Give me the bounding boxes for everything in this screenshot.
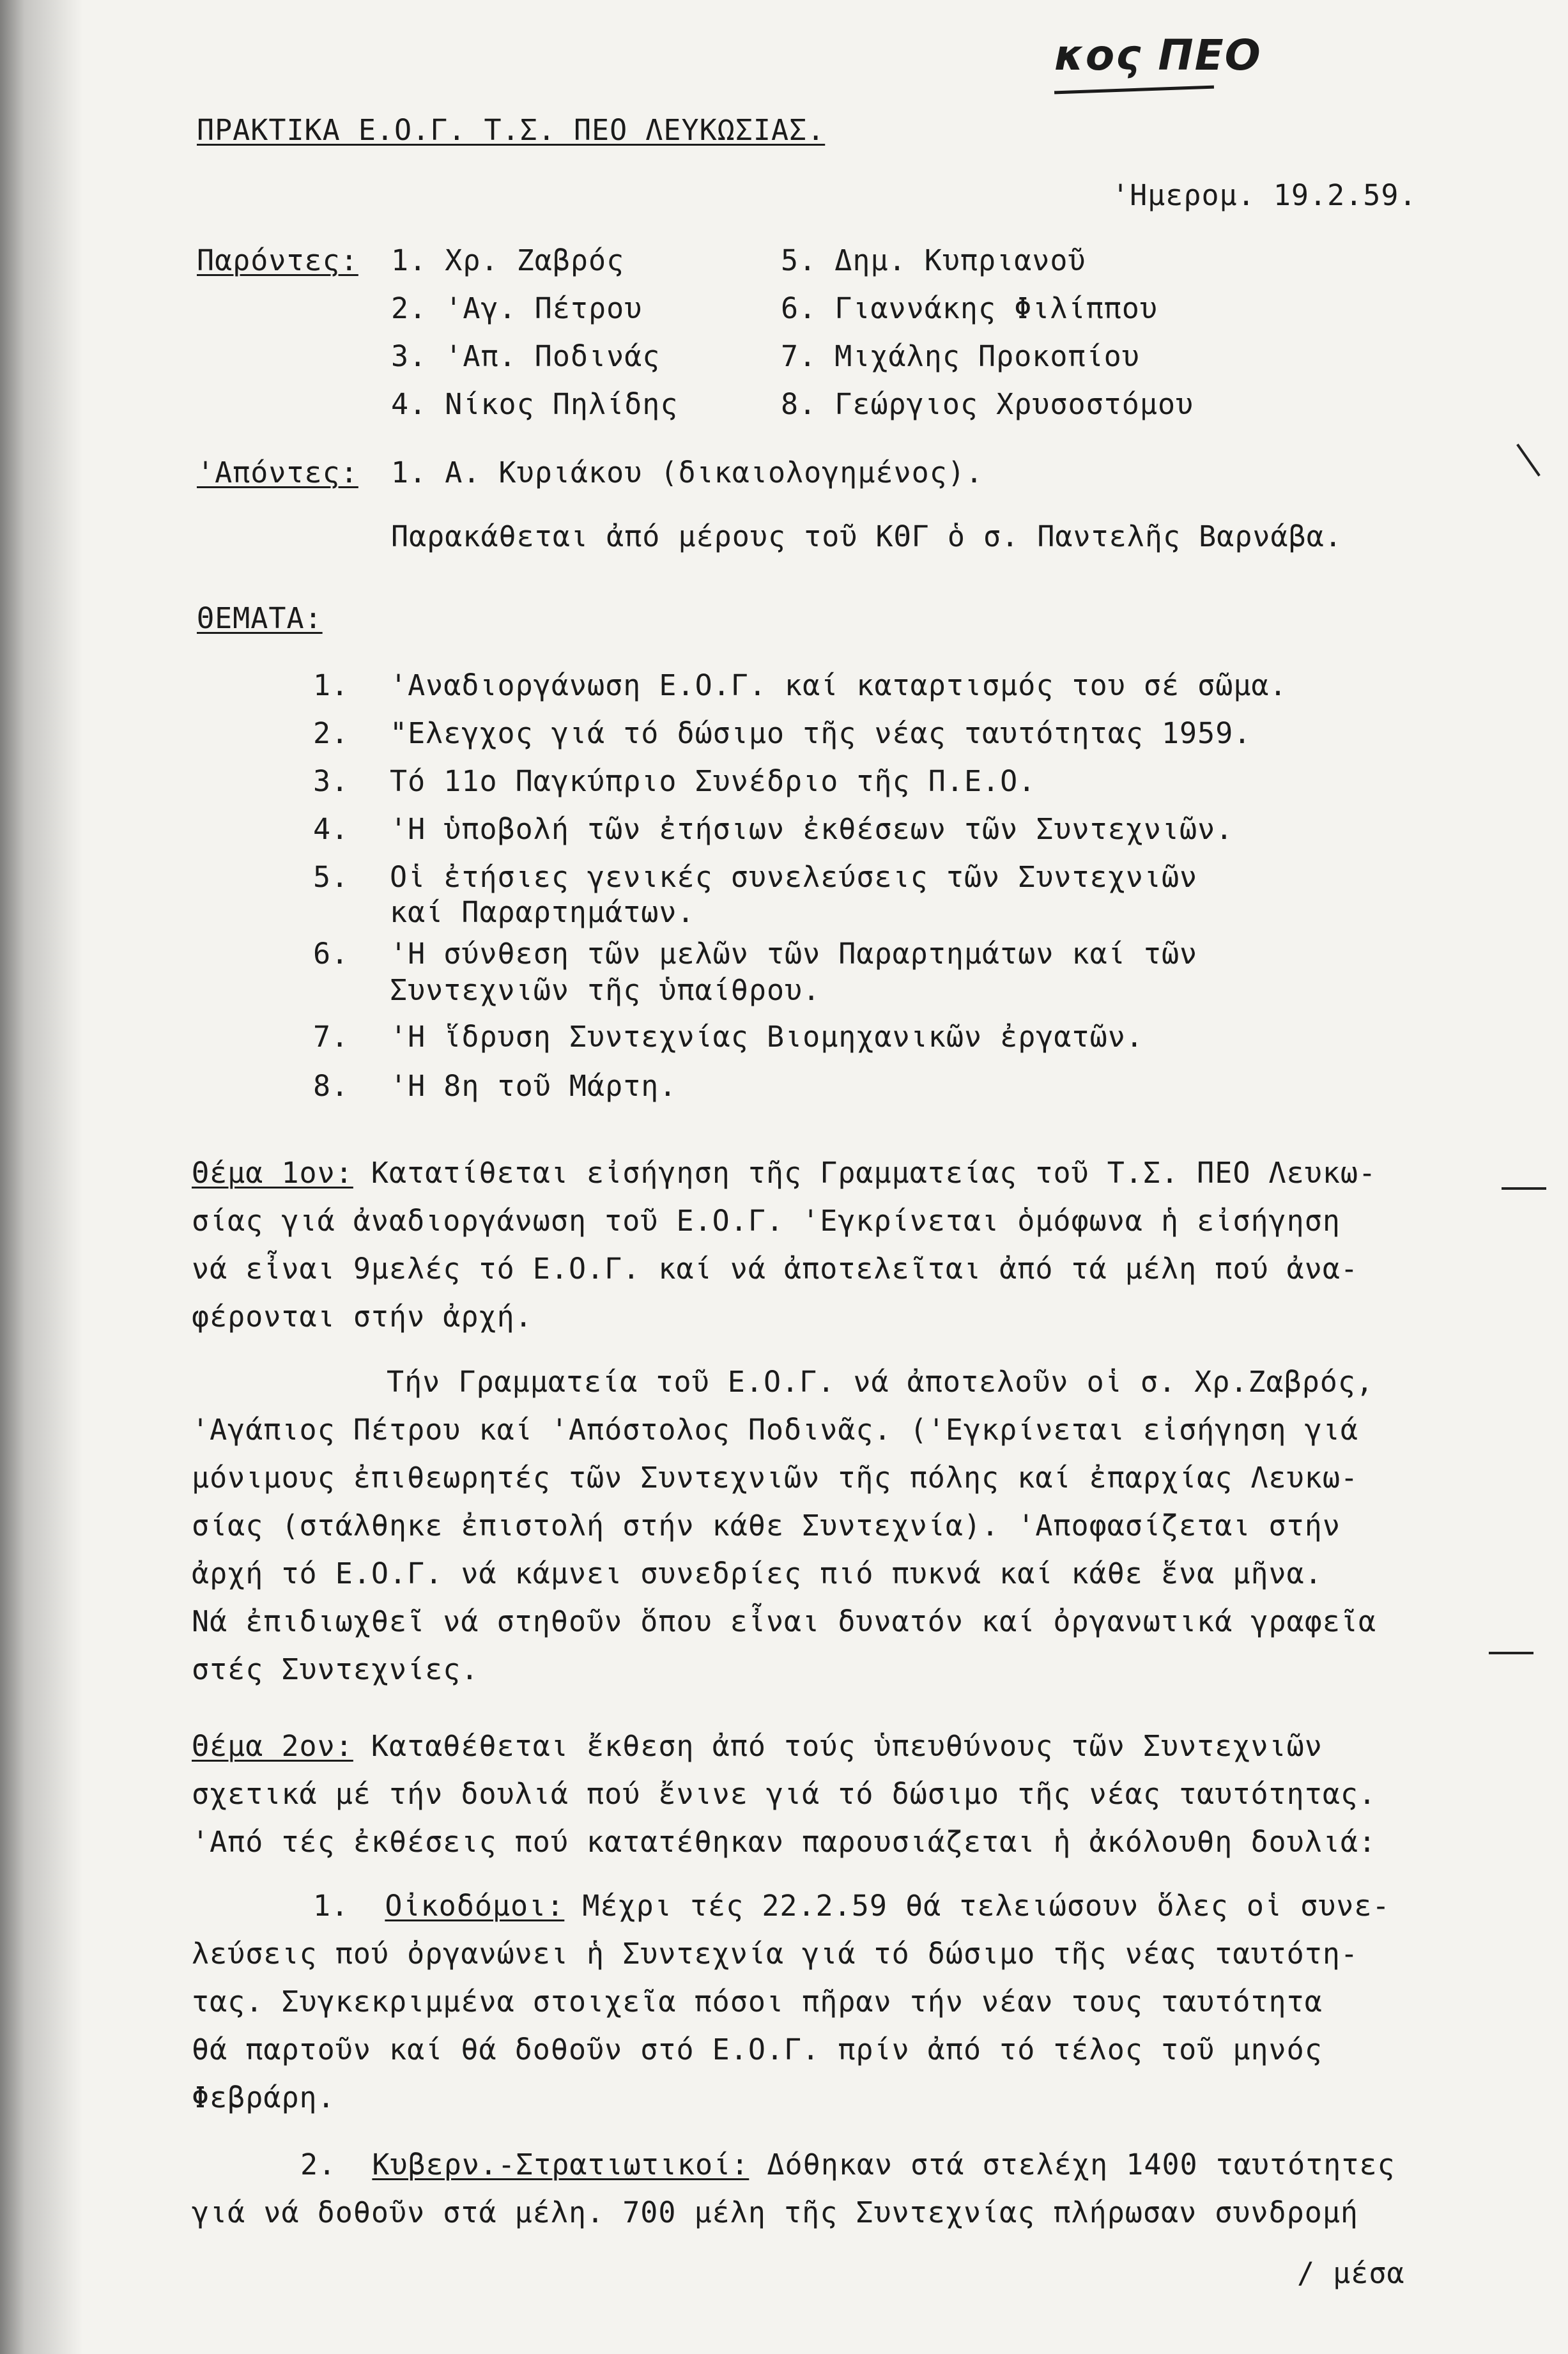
topic-text: "Ελεγχος γιά τό δώσιμο τῆς νέας ταυτότητας 1959. bbox=[390, 716, 1252, 750]
present-member: 2. 'Αγ. Πέτρου bbox=[391, 291, 643, 325]
theme1-para2-line: στές Συντεχνίες. bbox=[192, 1652, 479, 1686]
topic-number: 7. bbox=[313, 1020, 350, 1054]
theme2-line: σχετικά μέ τήν δουλιά πού ἔνινε γιά τό δώσιμο τῆς νέας ταυτότητας. bbox=[192, 1777, 1377, 1811]
topic-text-continued: Συντεχνιῶν τῆς ὑπαίθρου. bbox=[390, 973, 821, 1007]
theme2-item1-first-line bbox=[313, 1888, 1390, 1924]
absent-member: 1. Α. Κυριάκου (δικαιολογημένος). bbox=[391, 456, 984, 489]
present-member: 8. Γεώργιος Χρυσοστόμου bbox=[781, 387, 1194, 421]
theme1-para2-line: μόνιμους ἐπιθεωρητές τῶν Συντεχνιῶν τῆς πόλης καί ἐπαρχίας Λευκω- bbox=[192, 1461, 1358, 1495]
theme2-item2-number: 2. bbox=[300, 2148, 337, 2181]
present-member: 3. 'Απ. Ποδινάς bbox=[391, 339, 661, 373]
present-member: 1. Χρ. Ζαβρός bbox=[391, 243, 625, 277]
theme2-item2-first-line bbox=[300, 2147, 1395, 2183]
theme2-item1-number: 1. bbox=[313, 1889, 350, 1923]
margin-dash bbox=[1489, 1652, 1533, 1654]
theme2-first-line-text: Καταθέθεται ἔκθεση ἀπό τούς ὑπευθύνους τῶν Συντεχνιῶν bbox=[353, 1729, 1323, 1763]
topic-number: 8. bbox=[313, 1069, 350, 1103]
theme1-para2-line: σίας (στάλθηκε ἐπιστολή στήν κάθε Συντεχνία). 'Αποφασίζεται στήν bbox=[192, 1509, 1341, 1542]
topic-number: 4. bbox=[313, 812, 350, 846]
present-label: Παρόντες: bbox=[197, 243, 358, 277]
theme2-item2-first-line-text: Δόθηκαν στά στελέχη 1400 ταυτότητες bbox=[749, 2148, 1395, 2181]
theme2-item1-label: Οἰκοδόμοι: bbox=[385, 1889, 565, 1923]
topic-number: 6. bbox=[313, 937, 350, 971]
theme2-line: 'Από τές ἐκθέσεις πού κατατέθηκαν παρουσιάζεται ἡ ἀκόλουθη δουλιά: bbox=[192, 1825, 1377, 1859]
handwritten-reference: κος ΠΕΟ bbox=[1054, 31, 1262, 80]
topic-number: 5. bbox=[313, 860, 350, 894]
absent-label: 'Απόντες: bbox=[197, 456, 358, 489]
topic-number: 1. bbox=[313, 668, 350, 702]
theme1-para2-line: 'Αγάπιος Πέτρου καί 'Απόστολος Ποδινᾶς. ('Εγκρίνεται εἰσήγηση γιά bbox=[192, 1413, 1358, 1447]
topic-number: 2. bbox=[313, 716, 350, 750]
present-member: 6. Γιαννάκης Φιλίππου bbox=[781, 291, 1158, 325]
document-title: ΠΡΑΚΤΙΚΑ Ε.Ο.Γ. Τ.Σ. ΠΕΟ ΛΕΥΚΩΣΙΑΣ. bbox=[197, 113, 826, 147]
theme2-item1-first-line-text: Μέχρι τές 22.2.59 θά τελειώσουν ὅλες οἱ συνε- bbox=[564, 1889, 1390, 1923]
document-date: 'Ημερομ. 19.2.59. bbox=[1112, 178, 1417, 212]
margin-mark bbox=[1516, 443, 1541, 476]
scan-shadow-edge bbox=[0, 0, 83, 2354]
topic-text: Οἱ ἐτήσιες γενικές συνελεύσεις τῶν Συντεχνιῶν bbox=[390, 860, 1198, 894]
theme2-paragraph-first-line bbox=[192, 1728, 1323, 1764]
theme1-line: σίας γιά ἀναδιοργάνωση τοῦ Ε.Ο.Γ. 'Εγκρίνεται ὁμόφωνα ἡ εἰσήγηση bbox=[192, 1204, 1341, 1238]
theme1-line: φέρονται στήν ἀρχή. bbox=[192, 1300, 533, 1334]
present-member: 5. Δημ. Κυπριανοῦ bbox=[781, 243, 1086, 277]
topic-text: 'Η ἵδρυση Συντεχνίας Βιομηχανικῶν ἐργατῶν. bbox=[390, 1020, 1144, 1054]
theme1-line: νά εἶναι 9μελές τό Ε.Ο.Γ. καί νά ἀποτελεῖται ἀπό τά μέλη πού ἀνα- bbox=[192, 1252, 1358, 1286]
theme2-item2-label: Κυβερν.-Στρατιωτικοί: bbox=[372, 2148, 749, 2181]
theme1-paragraph-first-line bbox=[192, 1155, 1376, 1191]
topic-text: 'Η ὑποβολή τῶν ἐτήσιων ἐκθέσεων τῶν Συντεχνιῶν. bbox=[390, 812, 1234, 846]
topic-text: Τό 11ο Παγκύπριο Συνέδριο τῆς Π.Ε.Ο. bbox=[390, 764, 1036, 798]
theme1-label: Θέμα 1ον: bbox=[192, 1156, 353, 1190]
topic-text: 'Η σύνθεση τῶν μελῶν τῶν Παραρτημάτων καί τῶν bbox=[390, 937, 1198, 971]
theme2-item1-line: λεύσεις πού ὀργανώνει ἡ Συντεχνία γιά τό δώσιμο τῆς νέας ταυτότη- bbox=[192, 1937, 1358, 1971]
topic-text-continued: καί Παραρτημάτων. bbox=[390, 895, 695, 929]
theme2-item1-line: Φεβράρη. bbox=[192, 2081, 335, 2114]
theme1-first-line-text: Κατατίθεται εἰσήγηση τῆς Γραμματείας τοῦ Τ.Σ. ΠΕΟ Λευκω- bbox=[353, 1156, 1377, 1190]
theme2-item2-line: γιά νά δοθοῦν στά μέλη. 700 μέλη τῆς Συντεχνίας πλήρωσαν συνδρομή bbox=[192, 2196, 1358, 2229]
theme2-item1-line: τας. Συγκεκριμμένα στοιχεῖα πόσοι πῆραν τήν νέαν τους ταυτότητα bbox=[192, 1985, 1323, 2019]
theme2-label: Θέμα 2ον: bbox=[192, 1729, 353, 1763]
present-member: 7. Μιχάλης Προκοπίου bbox=[781, 339, 1140, 373]
attendance-note: Παρακάθεται ἀπό μέρους τοῦ ΚΘΓ ὁ σ. Παντελῆς Βαρνάβα. bbox=[391, 519, 1342, 553]
theme1-para2-line: ἀρχή τό Ε.Ο.Γ. νά κάμνει συνεδρίες πιό πυκνά καί κάθε ἕνα μῆνα. bbox=[192, 1557, 1323, 1590]
present-member: 4. Νίκος Πηλίδης bbox=[391, 387, 679, 421]
margin-dash bbox=[1502, 1187, 1546, 1190]
topic-text: 'Αναδιοργάνωση Ε.Ο.Γ. καί καταρτισμός του σέ σῶμα. bbox=[390, 668, 1287, 702]
theme1-para2-line: Νά ἐπιδιωχθεῖ νά στηθοῦν ὅπου εἶναι δυνατόν καί ὀργανωτικά γραφεῖα bbox=[192, 1604, 1377, 1638]
theme2-item1-line: θά παρτοῦν καί θά δοθοῦν στό Ε.Ο.Γ. πρίν ἀπό τό τέλος τοῦ μηνός bbox=[192, 2033, 1323, 2066]
topic-text: 'Η 8η τοῦ Μάρτη. bbox=[390, 1069, 677, 1103]
continuation-marker: / μέσα bbox=[1297, 2256, 1405, 2290]
topic-number: 3. bbox=[313, 764, 350, 798]
theme1-para2-line: Τήν Γραμματεία τοῦ Ε.Ο.Γ. νά ἀποτελοῦν οἱ σ. Χρ.Ζαβρός, bbox=[387, 1365, 1374, 1399]
handwritten-underline bbox=[1054, 86, 1214, 95]
topics-label: ΘΕΜΑΤΑ: bbox=[197, 601, 323, 635]
